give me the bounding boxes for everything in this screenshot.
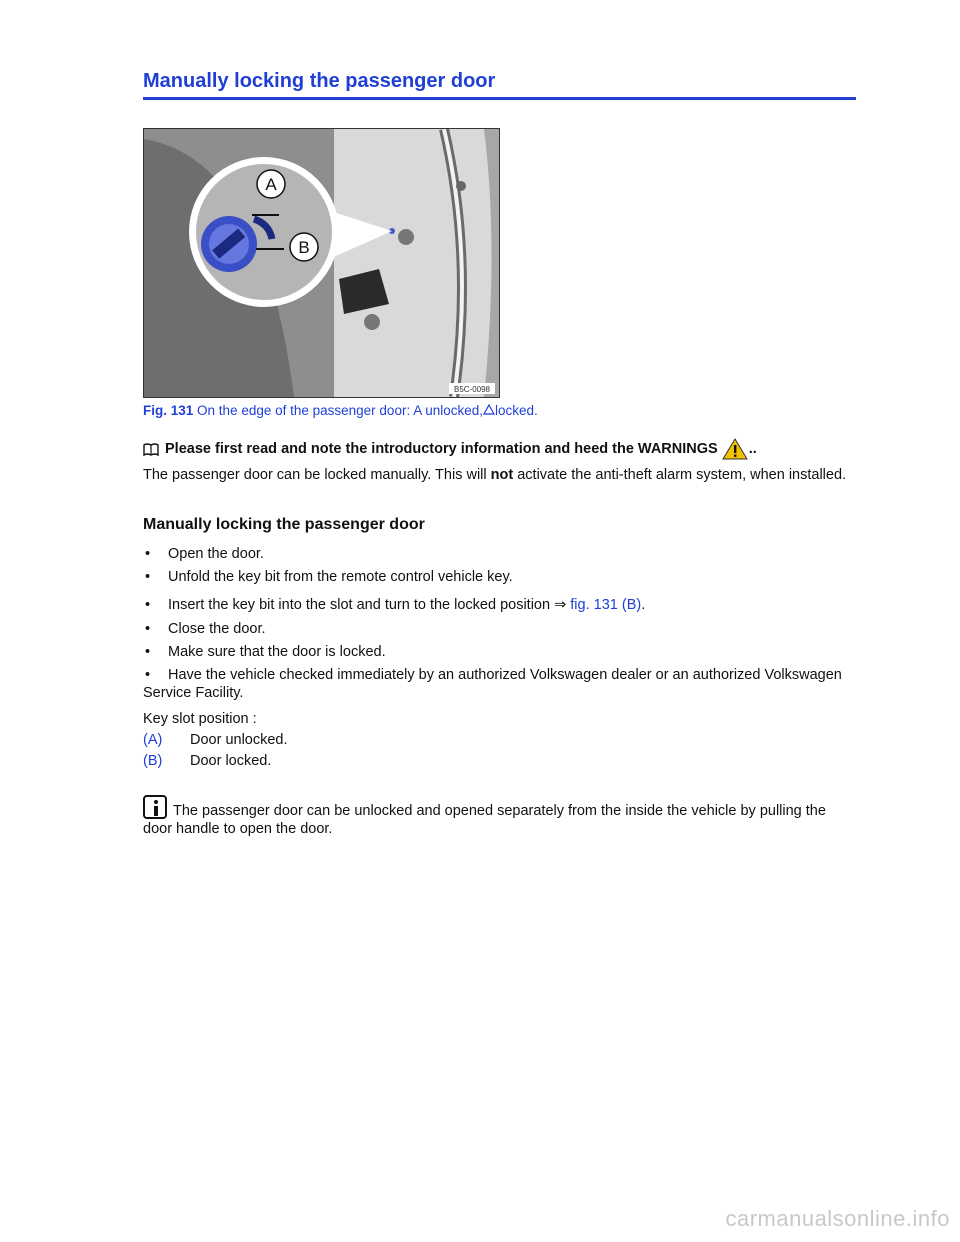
bullet-icon: • — [145, 569, 151, 585]
bullet-icon: • — [145, 621, 151, 637]
list-item — [143, 596, 853, 614]
figure-label: Fig. 131 — [143, 403, 194, 418]
book-icon — [143, 443, 159, 456]
step-text: Insert the key bit into the slot and turn to the locked position ⇒ — [168, 597, 567, 613]
position-code: (B) — [143, 753, 163, 769]
list-item — [143, 666, 853, 702]
intro-paragraph — [143, 466, 853, 484]
figure-code: B5C-0098 — [453, 385, 491, 394]
step-text: Make sure that the door is locked. — [168, 644, 386, 660]
bullet-icon: • — [145, 546, 151, 562]
position-text: Door locked. — [190, 753, 272, 769]
paragraph-emphasis: not — [490, 467, 514, 483]
section-heading: Manually locking the passenger door — [143, 516, 425, 533]
intro-line — [143, 438, 757, 460]
door-figure — [143, 128, 500, 398]
figure-link[interactable]: fig. 131 (B) — [570, 597, 642, 613]
callout-a: A — [265, 175, 277, 194]
position-code: (A) — [143, 732, 163, 748]
intro-suffix: .. — [748, 441, 757, 457]
page-title: Manually locking the passenger door — [143, 70, 856, 100]
step-text: Unfold the key bit from the remote control vehicle key. — [168, 569, 513, 585]
bullet-icon: • — [145, 597, 151, 613]
step-text: Have the vehicle checked immediately by an authorized Volkswagen dealer or an authorized Volkswagen Service Facility. — [143, 667, 842, 701]
warning-small-icon — [483, 404, 495, 415]
list-item — [143, 643, 853, 661]
key-slot-label: Key slot position : — [143, 711, 257, 727]
figure-caption — [143, 403, 538, 418]
note-text: The passenger door can be unlocked and opened separately from the inside the vehicle by pulling the door handle to open the door. — [143, 803, 826, 837]
watermark: carmanualsonline.info — [725, 1206, 950, 1231]
door-illustration — [144, 129, 499, 397]
bullet-icon: • — [145, 644, 151, 660]
position-row — [143, 732, 288, 748]
step-text: Close the door. — [168, 621, 266, 637]
step-text-after: . — [641, 597, 646, 613]
list-item — [143, 568, 853, 586]
callout-b: B — [298, 238, 310, 257]
bullet-icon: • — [145, 667, 151, 683]
position-row — [143, 753, 271, 769]
list-item — [143, 620, 853, 638]
intro-text: Please first read and note the introductory information and heed the WARNINGS — [165, 441, 718, 457]
paragraph-text-after: activate the anti-theft alarm system, when installed. — [517, 467, 847, 483]
info-icon — [143, 795, 167, 819]
list-item — [143, 545, 853, 563]
step-text: Open the door. — [168, 546, 264, 562]
info-note — [143, 795, 853, 838]
caption-text: On the edge of the passenger door: A unlocked, — [197, 403, 484, 418]
warning-icon — [722, 438, 748, 460]
caption-text-after: locked. — [495, 403, 538, 418]
paragraph-text: The passenger door can be locked manually. This will — [143, 467, 487, 483]
position-text: Door unlocked. — [190, 732, 288, 748]
